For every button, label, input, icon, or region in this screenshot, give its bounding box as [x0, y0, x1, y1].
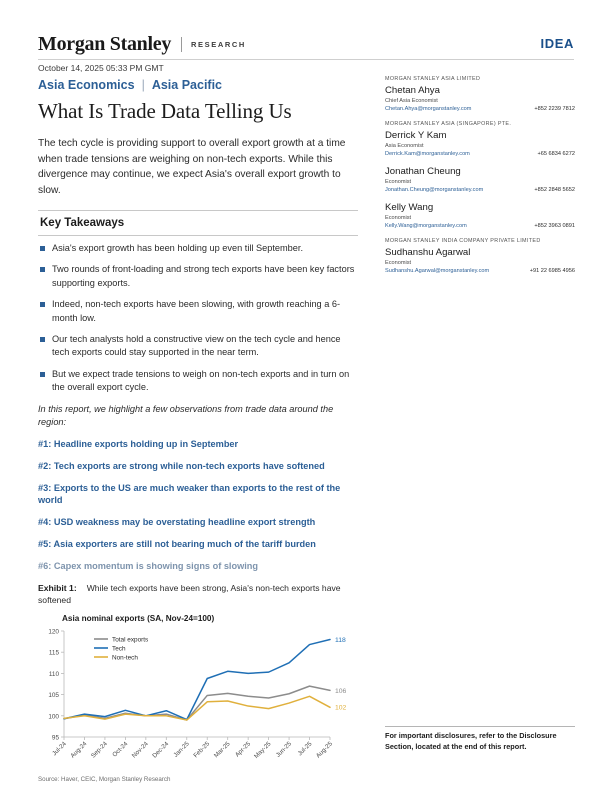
- disclosure-note: For important disclosures, refer to the Disclosure Section, located at the end of this report.: [385, 731, 557, 751]
- analyst-name: Sudhanshu Agarwal: [385, 247, 471, 258]
- abstract-text: The tech cycle is providing support to overall export growth at a time when trade tensions are weighing on non-tech exports. While this divergence may continue, we expect Asia's overall export growth to slow.: [38, 138, 346, 196]
- observation-link-1[interactable]: #1: Headline exports holding up in September: [38, 438, 239, 449]
- svg-text:Dec-24: Dec-24: [151, 740, 171, 760]
- masthead: [38, 33, 246, 56]
- analyst-sidebar: [385, 76, 575, 283]
- header-rule: [38, 59, 574, 60]
- svg-text:Apr-25: Apr-25: [233, 740, 253, 759]
- svg-text:120: 120: [48, 628, 59, 636]
- analyst-role: Economist: [385, 215, 412, 221]
- observation-link-3[interactable]: #3: Exports to the US are much weaker than exports to the rest of the world: [38, 482, 341, 505]
- svg-text:May-25: May-25: [252, 740, 273, 760]
- analyst-role: Economist: [385, 179, 412, 185]
- analyst-entity: MORGAN STANLEY ASIA LIMITED: [385, 76, 481, 82]
- analyst-phone: +65 6834 6272: [537, 151, 575, 157]
- breadcrumb-region[interactable]: Asia Pacific: [151, 78, 223, 92]
- key-takeaways-rule-bottom: [38, 235, 358, 236]
- report-intro-line: In this report, we highlight a few observations from trade data around the region:: [38, 403, 334, 427]
- breadcrumb-separator: |: [141, 78, 145, 92]
- analyst-phone: +852 3963 0891: [534, 223, 575, 229]
- analyst-role: Economist: [385, 260, 412, 266]
- observation-link-6[interactable]: #6: Capex momentum is showing signs of slowing: [38, 560, 259, 571]
- analyst-card: [385, 130, 575, 157]
- line-chart-svg: [38, 625, 358, 765]
- analyst-card: [385, 85, 575, 112]
- list-item: Our tech analysts hold a constructive view on the tech cycle and hence tech exports could stay supported in the near term.: [38, 333, 358, 360]
- svg-text:Jun-25: Jun-25: [274, 740, 293, 759]
- key-takeaways-rule-top: [38, 210, 358, 211]
- exhibit-label: Exhibit 1:: [38, 582, 77, 593]
- svg-text:100: 100: [48, 712, 59, 720]
- analyst-email[interactable]: Derrick.Kam@morganstanley.com: [385, 151, 470, 157]
- svg-text:Mar-25: Mar-25: [212, 740, 232, 759]
- analyst-card: [385, 202, 575, 229]
- svg-text:Oct-24: Oct-24: [111, 740, 130, 759]
- analyst-role: Asia Economist: [385, 143, 424, 149]
- logo-divider: [181, 37, 182, 52]
- list-item: Two rounds of front-loading and strong tech exports have been key factors supporting exports.: [38, 263, 358, 290]
- morgan-stanley-logo: Morgan Stanley: [38, 33, 172, 55]
- analyst-phone: +91 22 6985 4956: [529, 268, 575, 274]
- analyst-group-india: [385, 238, 575, 274]
- analyst-name: Kelly Wang: [385, 202, 434, 213]
- svg-text:Jan-25: Jan-25: [172, 740, 191, 759]
- breadcrumb-sector[interactable]: Asia Economics: [38, 78, 135, 92]
- svg-text:115: 115: [48, 649, 59, 657]
- analyst-email[interactable]: Sudhanshu.Agarwal@morganstanley.com: [385, 268, 490, 274]
- svg-text:Tech: Tech: [112, 644, 126, 652]
- research-label: RESEARCH: [191, 40, 246, 49]
- exhibit-caption-text: While tech exports have been strong, Asia's non-tech exports have softened: [38, 582, 341, 605]
- svg-text:Sep-24: Sep-24: [89, 740, 109, 760]
- list-item: Asia's export growth has been holding up even till September.: [38, 242, 358, 255]
- idea-logo: IDEA: [540, 36, 574, 51]
- svg-text:Aug-25: Aug-25: [314, 740, 334, 760]
- chart-canvas: [38, 625, 358, 765]
- chart-source: Source: Haver, CEIC, Morgan Stanley Research: [38, 775, 171, 783]
- svg-text:Nov-24: Nov-24: [130, 740, 150, 760]
- analyst-entity: MORGAN STANLEY INDIA COMPANY PRIVATE LIMITED: [385, 238, 541, 244]
- svg-text:118: 118: [335, 636, 346, 644]
- analyst-contact: [385, 223, 575, 229]
- page-title: What Is Trade Data Telling Us: [38, 99, 292, 123]
- analyst-group-singapore: [385, 121, 575, 229]
- analyst-email[interactable]: Chetan.Ahya@morganstanley.com: [385, 106, 472, 112]
- main-content: [38, 78, 358, 783]
- analyst-phone: +852 2848 5652: [534, 187, 575, 193]
- key-takeaways-heading: Key Takeaways: [40, 217, 125, 229]
- analyst-group-asia-limited: [385, 76, 575, 112]
- key-takeaways-list: [38, 242, 358, 395]
- list-item: Indeed, non-tech exports have been slowing, with growth reaching a 6-month low.: [38, 298, 358, 325]
- exhibit-caption: [38, 582, 356, 606]
- svg-text:106: 106: [335, 687, 347, 695]
- analyst-name: Jonathan Cheung: [385, 166, 461, 177]
- breadcrumb: [38, 78, 358, 92]
- analyst-email[interactable]: Jonathan.Cheung@morganstanley.com: [385, 187, 484, 193]
- analyst-card: [385, 247, 575, 274]
- observation-link-4[interactable]: #4: USD weakness may be overstating headline export strength: [38, 516, 316, 527]
- analyst-role: Chief Asia Economist: [385, 98, 438, 104]
- svg-text:Non-tech: Non-tech: [112, 653, 138, 661]
- list-item: But we expect trade tensions to weigh on non-tech exports and in turn on the overall export cycle.: [38, 368, 358, 395]
- svg-text:Jul-24: Jul-24: [51, 740, 68, 757]
- analyst-email[interactable]: Kelly.Wang@morganstanley.com: [385, 223, 467, 229]
- analyst-contact: [385, 151, 575, 157]
- svg-text:Feb-25: Feb-25: [192, 740, 212, 759]
- svg-text:Aug-24: Aug-24: [69, 740, 89, 760]
- svg-text:95: 95: [51, 734, 59, 742]
- chart-title: Asia nominal exports (SA, Nov-24=100): [62, 613, 215, 623]
- analyst-card: [385, 166, 575, 193]
- svg-text:105: 105: [48, 691, 59, 699]
- analyst-phone: +852 2239 7812: [534, 106, 575, 112]
- publication-timestamp: October 14, 2025 05:33 PM GMT: [38, 63, 164, 73]
- observation-link-5[interactable]: #5: Asia exporters are still not bearing much of the tariff burden: [38, 538, 316, 549]
- analyst-entity: MORGAN STANLEY ASIA (SINGAPORE) PTE.: [385, 121, 512, 127]
- analyst-contact: [385, 268, 575, 274]
- exhibit-chart: [38, 613, 358, 783]
- analyst-name: Chetan Ahya: [385, 85, 440, 96]
- analyst-contact: [385, 187, 575, 193]
- svg-text:102: 102: [335, 704, 347, 712]
- svg-text:Total exports: Total exports: [112, 635, 149, 643]
- svg-text:Jul-25: Jul-25: [296, 740, 314, 757]
- svg-text:110: 110: [48, 670, 59, 678]
- disclosure-rule: [385, 726, 575, 727]
- observation-link-2[interactable]: #2: Tech exports are strong while non-tech exports have softened: [38, 460, 325, 471]
- analyst-contact: [385, 106, 575, 112]
- analyst-name: Derrick Y Kam: [385, 130, 447, 141]
